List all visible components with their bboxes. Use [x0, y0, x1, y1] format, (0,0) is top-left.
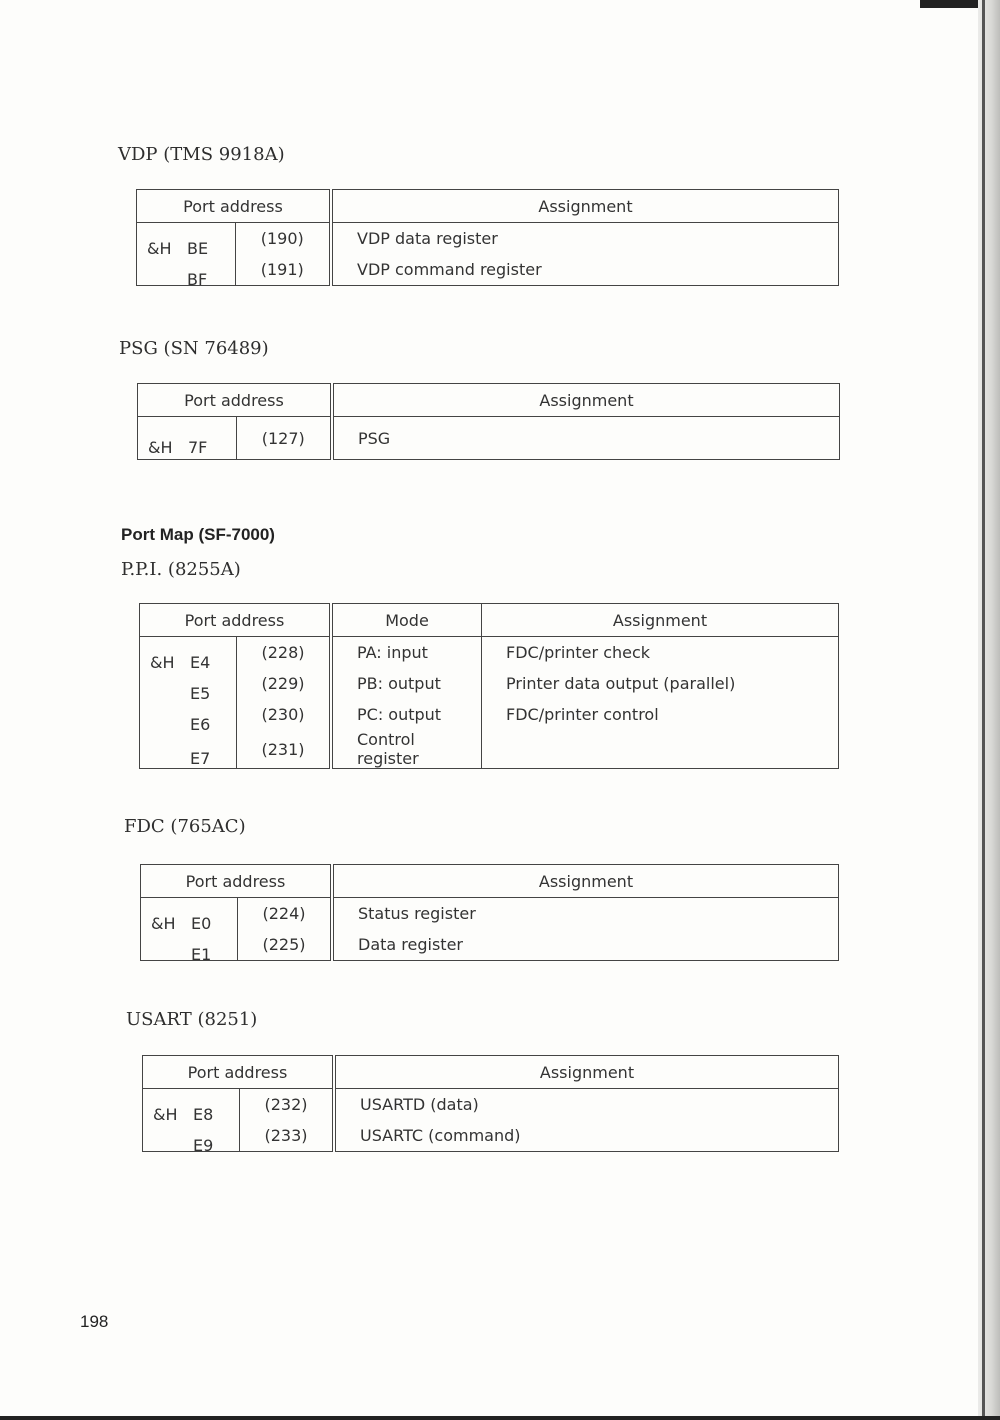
port-decimal: (230) — [237, 699, 332, 730]
assignment-cell: USARTC (command) — [360, 1126, 521, 1145]
port-decimal: (232) — [240, 1089, 335, 1121]
assignment-cell: FDC/printer check — [506, 643, 651, 662]
port-hex: E9 — [193, 1135, 214, 1155]
table-header-row — [143, 1056, 839, 1089]
assignment-cell: Status register — [358, 904, 476, 923]
port-prefix: &H — [153, 1104, 178, 1124]
mode-cell: Control register — [331, 730, 482, 769]
header-assignment: Assignment — [334, 1056, 839, 1089]
section-heading-ppi: P.P.I. (8255A) — [121, 559, 241, 580]
header-port-address: Port address — [137, 190, 332, 223]
table-row — [137, 254, 839, 286]
port-hex: E0 — [191, 913, 212, 933]
assignment-cell: FDC/printer control — [506, 705, 659, 724]
port-decimal: (233) — [240, 1120, 335, 1152]
port-prefix: &H — [150, 652, 175, 672]
port-decimal: (190) — [235, 223, 331, 255]
header-port-address: Port address — [138, 384, 333, 417]
assignment-cell: PSG — [358, 428, 391, 448]
header-port-address: Port address — [141, 865, 333, 898]
port-decimal: (191) — [235, 254, 331, 286]
port-hex: E7 — [190, 749, 211, 768]
port-hex: 7F — [188, 438, 208, 457]
table-row — [141, 898, 839, 930]
port-decimal: (231) — [237, 730, 332, 769]
table-row — [138, 417, 840, 460]
port-hex: E6 — [190, 714, 211, 734]
header-port-address: Port address — [143, 1056, 335, 1089]
port-decimal: (225) — [238, 929, 333, 961]
port-decimal: (127) — [236, 417, 332, 460]
table-row — [143, 1120, 839, 1152]
header-assignment: Assignment — [482, 604, 839, 637]
table-row — [140, 668, 839, 699]
assignment-cell: VDP command register — [357, 260, 542, 279]
section-heading-vdp: VDP (TMS 9918A) — [118, 144, 285, 165]
port-prefix: &H — [148, 438, 173, 457]
table-row — [140, 637, 839, 669]
page-edge-bottom — [0, 1416, 1000, 1420]
table-row — [137, 223, 839, 255]
header-port-address: Port address — [140, 604, 332, 637]
table-header-row — [141, 865, 839, 898]
section-heading-usart: USART (8251) — [126, 1009, 258, 1030]
table-header-row — [138, 384, 840, 417]
port-decimal: (229) — [237, 668, 332, 699]
header-assignment: Assignment — [331, 190, 839, 223]
assignment-cell — [482, 730, 839, 769]
port-hex: E1 — [191, 944, 212, 964]
table-row — [141, 929, 839, 961]
header-assignment: Assignment — [332, 865, 839, 898]
header-assignment: Assignment — [332, 384, 840, 417]
ppi-port-table — [139, 603, 839, 769]
header-mode: Mode — [331, 604, 482, 637]
fdc-port-table — [140, 864, 839, 964]
table-header-row — [140, 604, 839, 637]
table-row — [140, 699, 839, 730]
port-map-title: Port Map (SF-7000) — [121, 525, 275, 544]
usart-port-table — [142, 1055, 839, 1155]
port-prefix: &H — [147, 238, 172, 258]
port-decimal: (224) — [238, 898, 333, 930]
table-row — [140, 730, 839, 769]
assignment-cell: Printer data output (parallel) — [506, 674, 736, 693]
table-row — [143, 1089, 839, 1121]
assignment-cell: Data register — [358, 935, 463, 954]
mode-cell: PB: output — [331, 668, 482, 699]
assignment-cell: VDP data register — [357, 229, 498, 248]
table-header-row — [137, 190, 839, 223]
port-hex: E4 — [190, 652, 211, 672]
section-heading-psg: PSG (SN 76489) — [119, 338, 269, 359]
section-heading-fdc: FDC (765AC) — [124, 816, 246, 837]
port-hex: E5 — [190, 683, 211, 703]
mode-cell: PA: input — [331, 637, 482, 669]
psg-port-table — [137, 383, 840, 460]
port-hex: BF — [187, 269, 208, 289]
port-hex: BE — [187, 238, 209, 258]
mode-cell: PC: output — [331, 699, 482, 730]
assignment-cell: USARTD (data) — [360, 1095, 479, 1114]
port-hex: E8 — [193, 1104, 214, 1124]
port-prefix: &H — [151, 913, 176, 933]
port-decimal: (228) — [237, 637, 332, 669]
page-number: 198 — [80, 1312, 109, 1331]
page-edge-right — [978, 0, 1000, 1420]
vdp-port-table — [136, 189, 839, 289]
